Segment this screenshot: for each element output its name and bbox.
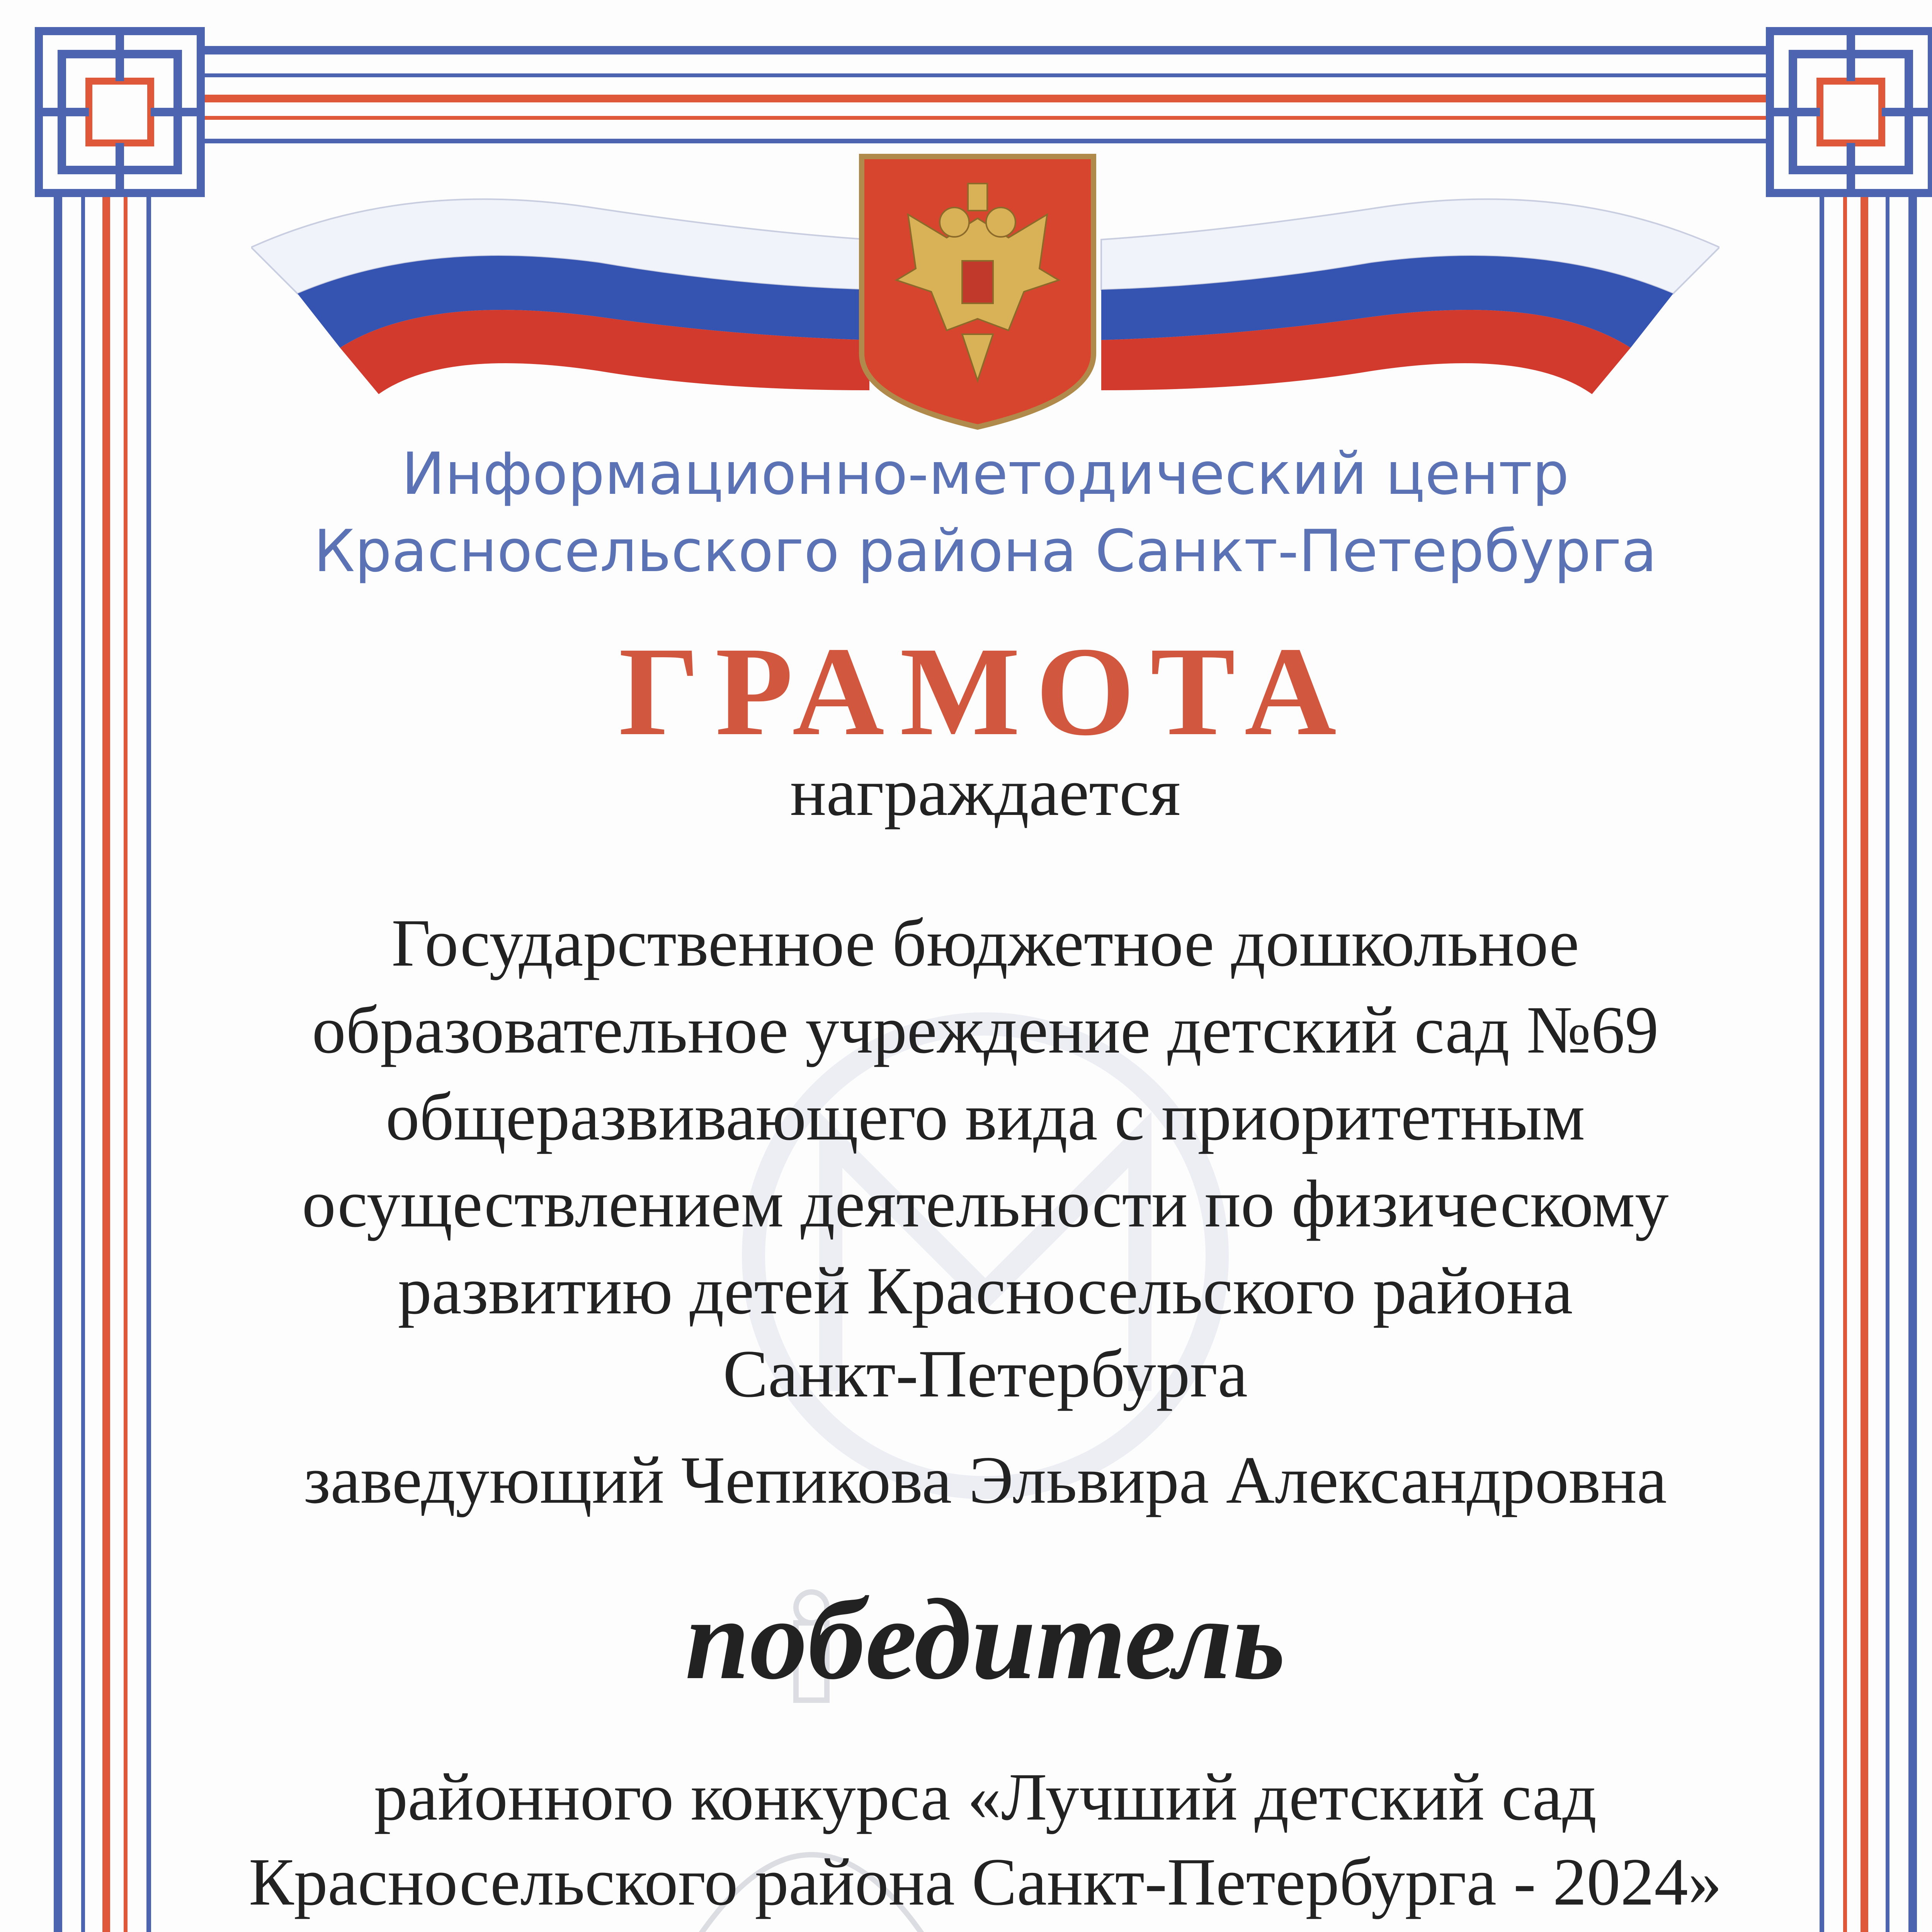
issuer-line-1: Информационно-методический центр [401, 440, 1569, 508]
institution-line-3: общеразвивающего вида с приоритетным [386, 1079, 1585, 1154]
head-person-line: заведующий Чепикова Эльвира Александровна [304, 1442, 1667, 1517]
issuer-line-2: Красносельского района Санкт-Петербурга [313, 518, 1657, 585]
awarded-label: награждается [790, 755, 1181, 830]
institution-line-5: развитию детей Красносельского района [398, 1253, 1573, 1328]
status-label: победитель [685, 1575, 1286, 1703]
institution-line-2: образовательное учреждение детский сад №69 [312, 992, 1659, 1067]
institution-line-1: Государственное бюджетное дошкольное [391, 905, 1579, 980]
institution-line-4: осуществлением деятельности по физическому [302, 1166, 1669, 1241]
corner-ornament-top-left [35, 27, 205, 197]
corner-ornament-top-right [1766, 27, 1932, 197]
institution-line-6: Санкт-Петербурга [723, 1336, 1248, 1411]
russian-coat-of-arms-icon [858, 153, 1097, 431]
contest-line-2: Красносельского района Санкт-Петербурга - 2024» [248, 1844, 1722, 1919]
certificate-title: ГРАМОТА [619, 621, 1352, 762]
contest-line-1: районного конкурса «Лучший детский сад [374, 1759, 1597, 1834]
